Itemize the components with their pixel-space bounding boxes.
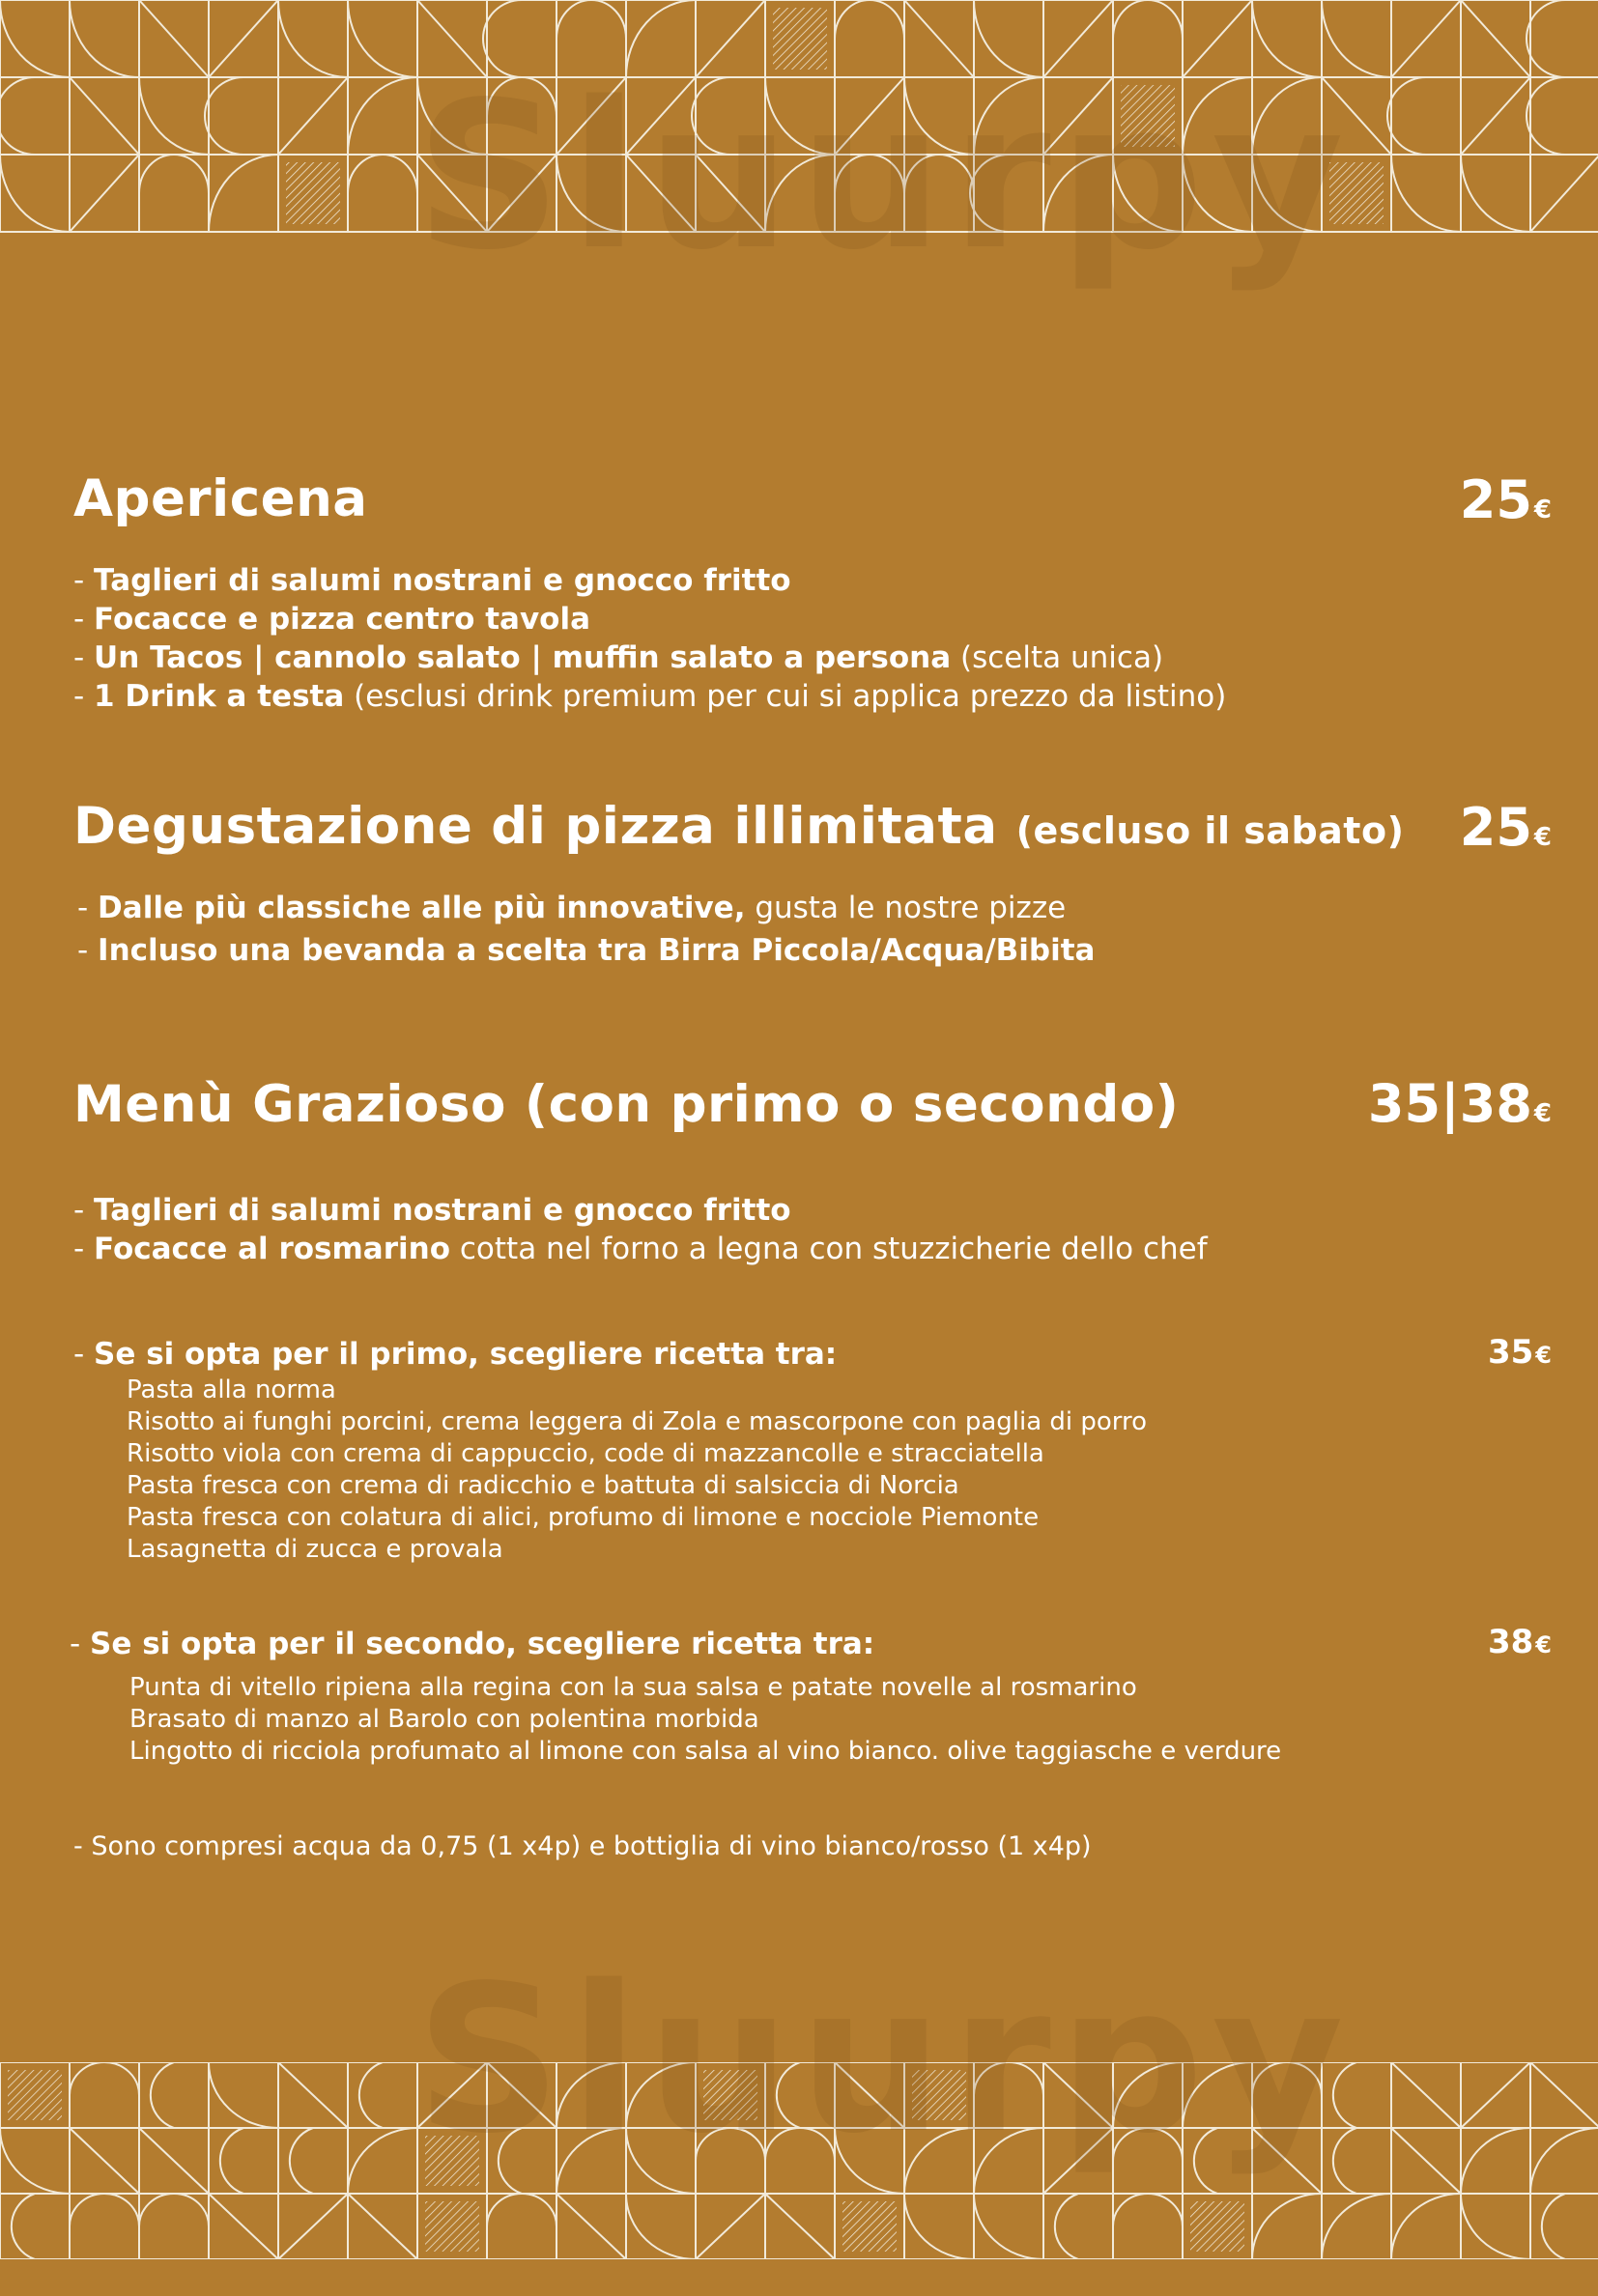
item-regular-text: (scelta unica) bbox=[951, 640, 1164, 675]
secondo-option-label: - Se si opta per il secondo, scegliere ricetta tra: bbox=[70, 1627, 875, 1661]
price-primo: 35€ bbox=[1487, 1333, 1552, 1372]
item-regular-text: gusta le nostre pizze bbox=[745, 891, 1067, 925]
menu-item bbox=[77, 887, 1095, 929]
item-dash: - bbox=[73, 1232, 95, 1266]
item-bold-text: Focacce e pizza centro tavola bbox=[94, 602, 591, 637]
recipe-item: Risotto viola con crema di cappuccio, code di mazzancolle e stracciatella bbox=[127, 1439, 1044, 1468]
menu-item bbox=[73, 677, 1226, 716]
item-bold-text: Taglieri di salumi nostrani e gnocco fritto bbox=[94, 563, 791, 598]
menu-item bbox=[73, 638, 1226, 677]
menu-item bbox=[77, 929, 1095, 972]
item-dash: - bbox=[73, 640, 95, 675]
price-grazioso: 35|38€ bbox=[1367, 1073, 1552, 1134]
item-bold-text: Un Tacos | cannolo salato | muffin salato a persona bbox=[94, 640, 952, 675]
item-bold-text: Dalle più classiche alle più innovative, bbox=[98, 891, 746, 925]
recipe-item: Lingotto di ricciola profumato al limone con salsa al vino bianco. olive taggiasche e verdure bbox=[129, 1737, 1282, 1766]
price-degustazione: 25€ bbox=[1459, 797, 1552, 858]
grazioso-items bbox=[73, 1191, 1208, 1268]
price-apericena: 25€ bbox=[1459, 469, 1552, 530]
item-dash: - bbox=[77, 933, 99, 968]
watermark-logo: Sluurpy bbox=[415, 1942, 1353, 2178]
degustazione-title-text: Degustazione di pizza illimitata bbox=[73, 797, 998, 856]
menu-item bbox=[73, 1191, 1208, 1230]
item-regular-text: cotta nel forno a legna con stuzzicherie dello chef bbox=[450, 1232, 1208, 1266]
item-dash: - bbox=[73, 679, 95, 714]
recipe-item: Pasta alla norma bbox=[127, 1375, 336, 1404]
menu-item bbox=[73, 600, 1226, 638]
item-bold-text: Focacce al rosmarino bbox=[94, 1232, 451, 1266]
item-dash: - bbox=[73, 563, 95, 598]
degustazione-items bbox=[77, 887, 1095, 972]
section-title-grazioso: Menù Grazioso (con primo o secondo) bbox=[73, 1075, 1180, 1134]
section-title-degustazione bbox=[73, 797, 1404, 856]
recipe-item: Pasta fresca con colatura di alici, profumo di limone e nocciole Piemonte bbox=[127, 1503, 1040, 1532]
item-dash: - bbox=[77, 891, 99, 925]
recipe-item: Brasato di manzo al Barolo con polentina morbida bbox=[129, 1705, 759, 1734]
item-bold-text: Taglieri di salumi nostrani e gnocco fritto bbox=[94, 1193, 791, 1228]
item-bold-text: 1 Drink a testa bbox=[94, 679, 345, 714]
primo-option-label: - Se si opta per il primo, scegliere ricetta tra: bbox=[73, 1337, 838, 1372]
recipe-item: Pasta fresca con crema di radicchio e battuta di salsiccia di Norcia bbox=[127, 1471, 959, 1500]
primo-recipe-list bbox=[127, 1375, 1147, 1566]
item-dash: - bbox=[73, 602, 95, 637]
section-title-apericena: Apericena bbox=[73, 469, 368, 528]
item-regular-text: (esclusi drink premium per cui si applica prezzo da listino) bbox=[344, 679, 1227, 714]
price-secondo: 38€ bbox=[1487, 1623, 1552, 1661]
recipe-item: Punta di vitello ripiena alla regina con la sua salsa e patate novelle al rosmarino bbox=[129, 1673, 1137, 1702]
item-dash: - bbox=[73, 1193, 95, 1228]
item-bold-text: Incluso una bevanda a scelta tra Birra Piccola/Acqua/Bibita bbox=[98, 933, 1096, 968]
menu-item bbox=[73, 1230, 1208, 1268]
watermark-logo: Sluurpy bbox=[415, 58, 1353, 295]
menu-item bbox=[73, 561, 1226, 600]
recipe-item: Lasagnetta di zucca e provala bbox=[127, 1535, 503, 1564]
degustazione-title-note: (escluso il sabato) bbox=[1015, 809, 1405, 852]
secondo-recipe-list bbox=[129, 1672, 1281, 1768]
included-drinks-note: - Sono compresi acqua da 0,75 (1 x4p) e bottiglia di vino bianco/rosso (1 x4p) bbox=[73, 1831, 1092, 1861]
apericena-items bbox=[73, 561, 1226, 716]
recipe-item: Risotto ai funghi porcini, crema leggera di Zola e mascorpone con paglia di porro bbox=[127, 1407, 1148, 1436]
